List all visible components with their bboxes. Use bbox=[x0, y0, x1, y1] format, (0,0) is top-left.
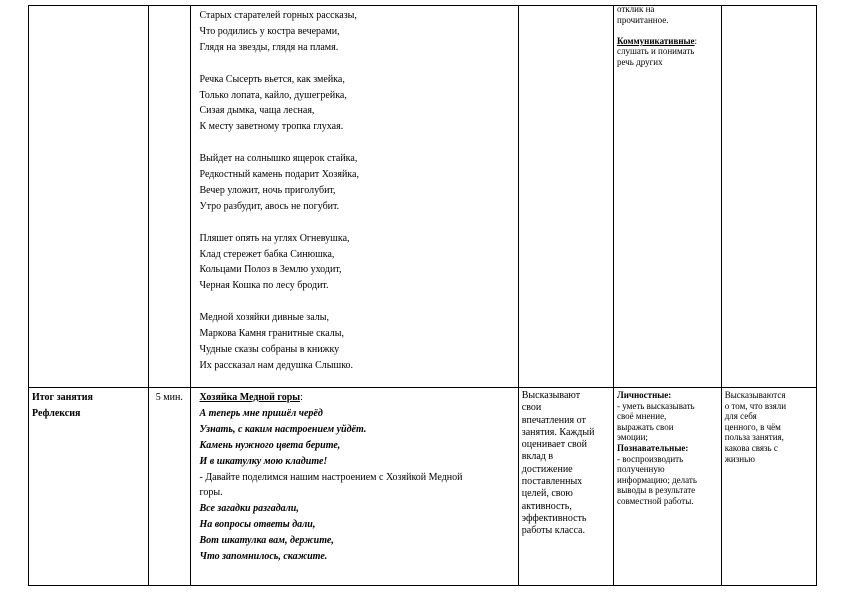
text-line: эмоции; bbox=[617, 432, 648, 443]
text-line bbox=[200, 135, 515, 151]
poem-text bbox=[194, 8, 515, 374]
text-line: свои bbox=[521, 402, 542, 414]
text-line: выражать свои bbox=[617, 421, 674, 432]
text-line: Что родились у костра вечерами, bbox=[199, 25, 340, 37]
text-line: Чудные сказы собраны в книжку bbox=[199, 343, 340, 355]
host-speech-cell bbox=[190, 388, 518, 586]
text-line: Глядя на звезды, глядя на пламя. bbox=[199, 41, 339, 53]
results-line: отклик на bbox=[617, 5, 655, 14]
text-line bbox=[200, 215, 515, 231]
communicative-colon: : bbox=[694, 35, 698, 46]
stage-cell-empty bbox=[29, 6, 149, 388]
text-line: для себя bbox=[724, 411, 757, 422]
text-line: Высказывают bbox=[521, 390, 581, 401]
stage-subtitle: Рефлексия bbox=[32, 407, 81, 419]
text-line: Высказываются bbox=[724, 390, 786, 400]
text-line: Узнать, с каким настроением уйдёт. bbox=[199, 423, 367, 435]
text-line: И в шкатулку мою кладите! bbox=[199, 455, 328, 467]
text-line: работы класса. bbox=[521, 525, 585, 537]
cognitive-lines bbox=[617, 454, 718, 507]
verse-block bbox=[200, 501, 515, 565]
text-line: совместной работы. bbox=[617, 495, 694, 506]
text-line: активность, bbox=[521, 500, 572, 512]
prose-line: - Давайте поделимся нашим настроением с Хозяйкой Медной bbox=[199, 471, 463, 483]
text-line: Редкостный камень подарит Хозяйка, bbox=[199, 169, 359, 181]
uud-cell bbox=[614, 388, 722, 586]
text-line: Старых старателей горных рассказы, bbox=[199, 10, 357, 21]
text-line: оценивает свой bbox=[521, 439, 588, 451]
text-line: Клад стережет бабка Синюшка, bbox=[199, 248, 335, 260]
text-line: Вот шкатулка вам, держите, bbox=[199, 535, 334, 547]
lesson-plan-table bbox=[28, 5, 817, 586]
text-line: Сизая дымка, чаща лесная, bbox=[199, 105, 315, 117]
stage-title: Итог занятия bbox=[32, 392, 93, 403]
text-line: - воспроизводить bbox=[617, 453, 684, 464]
time-cell-empty bbox=[149, 6, 190, 388]
text-line: На вопросы ответы дали, bbox=[199, 519, 316, 531]
feedback-cell-empty bbox=[721, 6, 816, 388]
prose-line: горы. bbox=[199, 487, 223, 499]
feedback-cell bbox=[721, 388, 816, 586]
text-line: Выйдет на солнышко ящерок стайка, bbox=[199, 153, 358, 165]
text-line: Маркова Камня гранитные скалы, bbox=[199, 328, 344, 340]
text-line: Речка Сысерть вьется, как змейка, bbox=[199, 73, 345, 85]
time-cell bbox=[149, 388, 190, 586]
personal-title: Личностные: bbox=[617, 390, 672, 400]
text-line: Только лопата, кайло, душегрейка, bbox=[199, 89, 347, 101]
cognitive-title: Познавательные: bbox=[617, 442, 689, 453]
text-line: жизнью bbox=[724, 453, 755, 464]
text-line: - уметь высказывать bbox=[617, 400, 695, 411]
poem-cell bbox=[190, 6, 518, 388]
text-line: Все загадки разгадали, bbox=[199, 503, 299, 515]
student-activity-text bbox=[522, 390, 610, 538]
table-row bbox=[29, 388, 817, 586]
feedback-text bbox=[725, 390, 813, 464]
activity-cell-empty bbox=[518, 6, 613, 388]
text-line: целей, свою bbox=[521, 488, 573, 500]
activity-cell bbox=[518, 388, 613, 586]
text-line: Медной хозяйки дивные залы, bbox=[199, 312, 329, 324]
text-line: эффективность bbox=[521, 512, 587, 524]
results-line: речь других bbox=[617, 56, 663, 67]
text-line bbox=[200, 56, 515, 72]
text-line: К месту заветному тропка глухая. bbox=[199, 121, 344, 133]
host-colon: : bbox=[300, 392, 303, 403]
table-row bbox=[29, 6, 817, 388]
text-line: впечатления от bbox=[521, 414, 586, 426]
text-line: А теперь мне пришёл черёд bbox=[199, 407, 323, 419]
text-line: польза занятия, bbox=[724, 432, 784, 443]
text-line: полученную bbox=[617, 464, 665, 475]
text-line: поставленных bbox=[521, 476, 583, 488]
text-line: Что запомнилось, скажите. bbox=[199, 551, 328, 563]
text-line: какова связь с bbox=[724, 442, 778, 453]
verse-block bbox=[200, 406, 515, 470]
text-line: выводы в результате bbox=[617, 485, 696, 496]
text-line: Камень нужного цвета берите, bbox=[199, 439, 341, 451]
text-line: вклад в bbox=[521, 451, 554, 463]
text-line: Кольцами Полоз в Землю уходит, bbox=[199, 264, 342, 276]
text-line: Пляшет опять на углях Огневушка, bbox=[199, 232, 350, 244]
personal-lines bbox=[617, 401, 718, 443]
text-line: Их рассказал нам дедушка Слышко. bbox=[199, 359, 354, 371]
results-line: прочитанное. bbox=[617, 14, 669, 25]
communicative-title: Коммуникативные bbox=[617, 35, 695, 46]
text-line: Вечер уложит, ночь приголубит, bbox=[199, 184, 336, 196]
text-line bbox=[200, 294, 515, 310]
text-line: Черная Кошка по лесу бродит. bbox=[199, 280, 329, 292]
stage-cell bbox=[29, 388, 149, 586]
results-cell bbox=[614, 6, 722, 388]
text-line: информацию; делать bbox=[617, 474, 697, 485]
duration-text: 5 мин. bbox=[155, 392, 183, 403]
text-line: ценного, в чём bbox=[724, 421, 781, 432]
text-line: своё мнение, bbox=[617, 411, 667, 422]
text-line: занятия. Каждый bbox=[521, 426, 595, 438]
results-line: слушать и понимать bbox=[617, 46, 695, 57]
host-title: Хозяйка Медной горы bbox=[199, 392, 301, 403]
text-line: Утро разбудит, авось не погубит. bbox=[199, 200, 340, 212]
text-line: достижение bbox=[521, 463, 573, 475]
text-line: о том, что взяли bbox=[724, 400, 787, 411]
